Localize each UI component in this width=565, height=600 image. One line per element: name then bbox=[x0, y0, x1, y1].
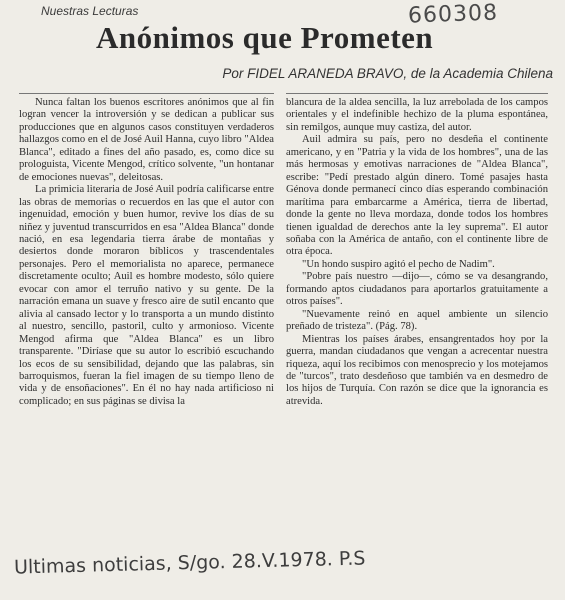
paragraph: La primicia literaria de José Auil podría calificarse entre las obras de memorias o recuerdos en las que el autor con ingenuidad, emoción y buen humor, revive los días de su niñez y juventud transcurridos en esa "Aldea Blanca" donde nació, en esa legendaria tierra árabe de montañas y desiertos donde moraron bíblicos y trascendentales personajes. Pero el memorialista no aparece, permanece discretamente oculto; Auil es hombre modesto, sólo quiere evocar con amor el terruño nativo y su gente. De la narración emana un suave y fresco aire de sutil encanto que alivia al cansado lector y lo transporta a un mundo distinto al nuestro, sencillo, pastoril, culto y armonioso. Vicente Mengod afirma que "Aldea Blanca" es un libro transparente. "Diríase que su autor lo escribió escuchando los ecos de su sensibilidad, dejando que las palabras, sin barroquismos, fueran la fiel imagen de su tiempo lleno de vida y de ensoñaciones". En él no hay nada artificioso ni complicado; en sus páginas se divisa la bbox=[19, 184, 274, 407]
paragraph: Auil admira su país, pero no desdeña el continente americano, y en "Patria y la vida de los hombres", una de las más hermosas y emotivas narraciones de "Aldea Blanca", escribe: "Pedí prestado algún dinero. Tomé pasajes hasta Génova donde permanecí cinco días esperando combinación marítima para embarcarme a América, tierra de libertad, donde la gente no lleva mordaza, donde todos los hombres tienen igualdad de derechos ante la ley suprema". El autor soñaba con la América de antaño, con el continente libre de otra época. bbox=[286, 134, 548, 258]
column-2-top-rule bbox=[286, 93, 548, 94]
column-1-top-rule bbox=[19, 93, 274, 94]
article-headline: Anónimos que Prometen bbox=[96, 20, 434, 55]
section-label: Nuestras Lecturas bbox=[41, 4, 139, 18]
handwritten-source-annotation: Ultimas noticias, S/go. 28.V.1978. P.S bbox=[13, 547, 366, 579]
article-byline: Por FIDEL ARANEDA BRAVO, de la Academia Chilena bbox=[222, 66, 553, 81]
article-column-2 bbox=[286, 97, 548, 408]
paragraph: Nunca faltan los buenos escritores anónimos que al fin logran vencer la introversión y se dedican a publicar sus producciones que en algunos casos constituyen verdaderos hallazgos como en el de José Auil Hanna, cuyo libro "Aldea Blanca", editado a fines del año pasado, es, como dice su prologuista, Vicente Mengod, crítico solvente, "un hontanar de emociones nuevas", deleitosas. bbox=[19, 97, 274, 183]
article-column-1 bbox=[19, 97, 274, 408]
paragraph: blancura de la aldea sencilla, la luz arrebolada de los campos orientales y el indefinible hechizo de la pluma espontánea, sin remilgos, aunque muy castiza, del autor. bbox=[286, 97, 548, 133]
paragraph: "Nuevamente reinó en aquel ambiente un silencio preñado de tristeza". (Pág. 78). bbox=[286, 308, 548, 333]
paragraph: "Un hondo suspiro agitó el pecho de Nadim". bbox=[302, 258, 495, 270]
handwritten-catalog-number: 660308 bbox=[407, 0, 499, 29]
paragraph: "Pobre país nuestro —dijo—, cómo se va desangrando, formando aptos ciudadanos para aportarlos gratuitamente a otros países". bbox=[286, 271, 548, 308]
paragraph: Mientras los países árabes, ensangrentados hoy por la guerra, mandan ciudadanos que vengan a acrecentar nuestra riqueza, aquí los recibimos con menosprecio y los motejamos de "turcos", trato desdeñoso que también va en desmedro de los hijos de Turquía. Con razón se dice que la ignorancia es atrevida. bbox=[286, 333, 548, 407]
